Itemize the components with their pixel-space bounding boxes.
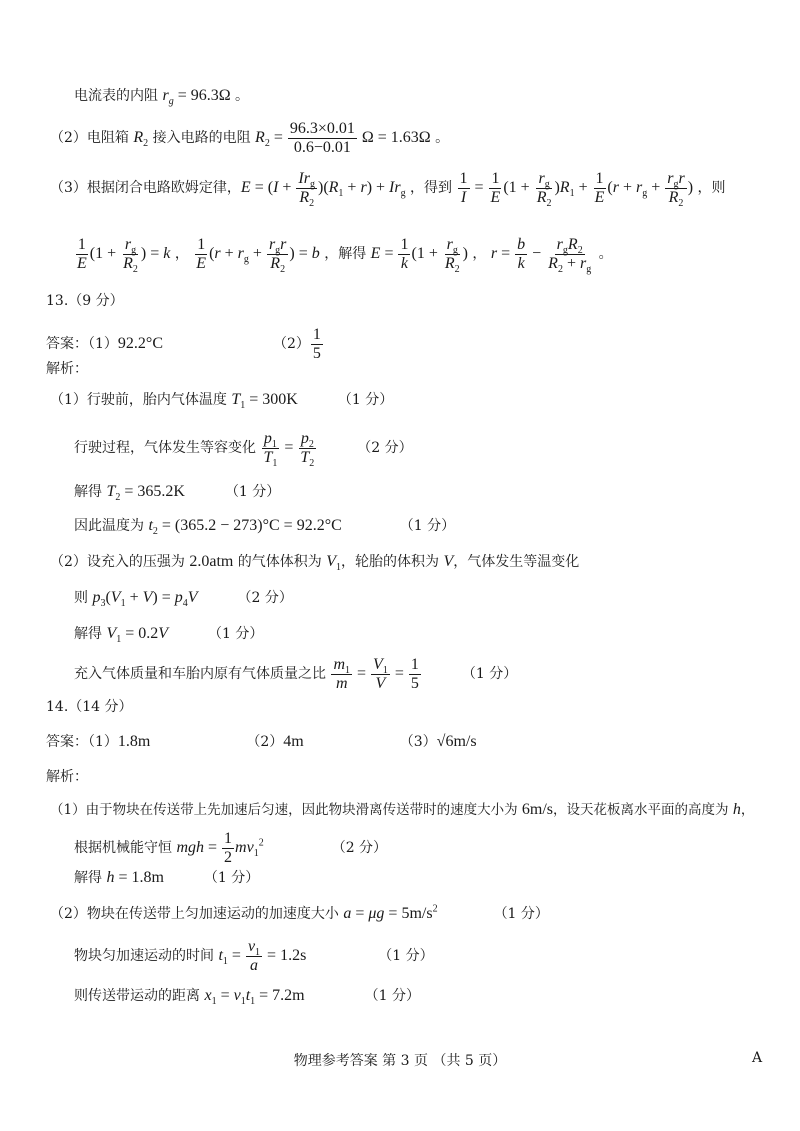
question-13-step-2: 行驶过程，气体发生等容变化 $\frac{p_1}{T_1}$ = $\frac{p_2}{T_2}$ （2 分）	[74, 430, 413, 469]
question-13-answer: 答案：（1）92.2°C （2） $\frac{1}{5}$	[46, 326, 321, 362]
question-14-answer: 答案：（1）1.8m （2）4m （3）√6m/s	[46, 733, 477, 750]
question-14-step-6: 则传送带运动的距离 $x_1 = v_1t_1 = 7.2m$ （1 分）	[74, 987, 420, 1008]
question-13-step-1: （1）行驶前，胎内气体温度 $T_1 = 300K$ （1 分）	[50, 391, 394, 412]
version-mark: A	[752, 1050, 763, 1066]
line-ohm-law: （3）根据闭合电路欧姆定律，E = (I + $\frac{Ir_g}{R_2}$ )$(R_1 + r) + Ir_g$ ，得到 $\frac{1}{I}$ = $\frac{1}{E}$ (1 + $\frac{r_g}{R_2}$ )$R_1$ + $\frac{1}{E}$ ($r + r_g$ + $\frac{r_gr}{R_2}$ ) ，则	[50, 170, 726, 209]
question-13-step-6: 则 $p_3(V_1 + V) = p_4V$ （2 分）	[74, 589, 293, 610]
line-solve-e-r: $\frac{1}{E}$ (1 + $\frac{r_g}{R_2}$ ) = k ， $\frac{1}{E}$ ($r + r_g$ + $\frac{r_gr}{R_2}$ ) = b ，解得 E = $\frac{1}{k}$ (1 + $\frac{r_g}{R_2}$ ) ， r = $\frac{b}{k}$ − $\frac{r_gR_2}{R_2 + r_g}$ 。	[77, 236, 613, 275]
question-13-step-3: 解得 $T_2 = 365.2K$ （1 分）	[74, 483, 281, 504]
page-footer: 物理参考答案 第 3 页 （共 5 页）	[293, 1053, 507, 1069]
question-14-heading: 14.（14 分）	[46, 699, 133, 715]
line-resistance-box: （2）电阻箱 $R_2$ 接入电路的电阻 $R_2$ = $\frac{96.3\times 0.01}{0.6-0.01}$ Ω = 1.63Ω 。	[50, 120, 450, 156]
question-13-step-7: 解得 $V_1 = 0.2V$ （1 分）	[74, 625, 264, 646]
question-14-step-2: 根据机械能守恒 mgh = $\frac{1}{2}$ $mv_1^2$ （2 分）	[74, 830, 388, 866]
question-13-step-5: （2）设充入的压强为 2.0atm 的气体体积为 $V_1$，轮胎的体积为 V，气体发生等温变化	[50, 553, 580, 574]
question-13-analysis-label: 解析：	[46, 361, 88, 377]
question-14-step-4: （2）物块在传送带上匀加速运动的加速度大小 $a = \mu g = 5m/s^2$ （1 分）	[50, 903, 549, 922]
question-14-step-1: （1）由于物块在传送带上先加速后匀速，因此物块滑离传送带时的速度大小为 6m/s，设天花板离水平面的高度为 h，	[50, 801, 755, 818]
question-14-step-3: 解得 h = 1.8m （1 分）	[74, 869, 260, 886]
question-13-heading: 13.（9 分）	[46, 293, 124, 309]
question-14-step-5: 物块匀加速运动的时间 $t_1$ = $\frac{v_1}{a}$ = 1.2s （1 分）	[74, 938, 434, 974]
line-galvanometer-resistance: 电流表的内阻 $r_g = 96.3\Omega$ 。	[74, 87, 250, 108]
question-13-step-8: 充入气体质量和车胎内原有气体质量之比 $\frac{m_1}{m}$ = $\frac{V_1}{V}$ = $\frac{1}{5}$ （1 分）	[74, 656, 518, 692]
question-13-step-4: 因此温度为 $t_2 = (365.2 - 273)^\circ C = 92.2^\circ C$ （1 分）	[74, 517, 456, 538]
question-14-analysis-label: 解析：	[46, 769, 88, 785]
